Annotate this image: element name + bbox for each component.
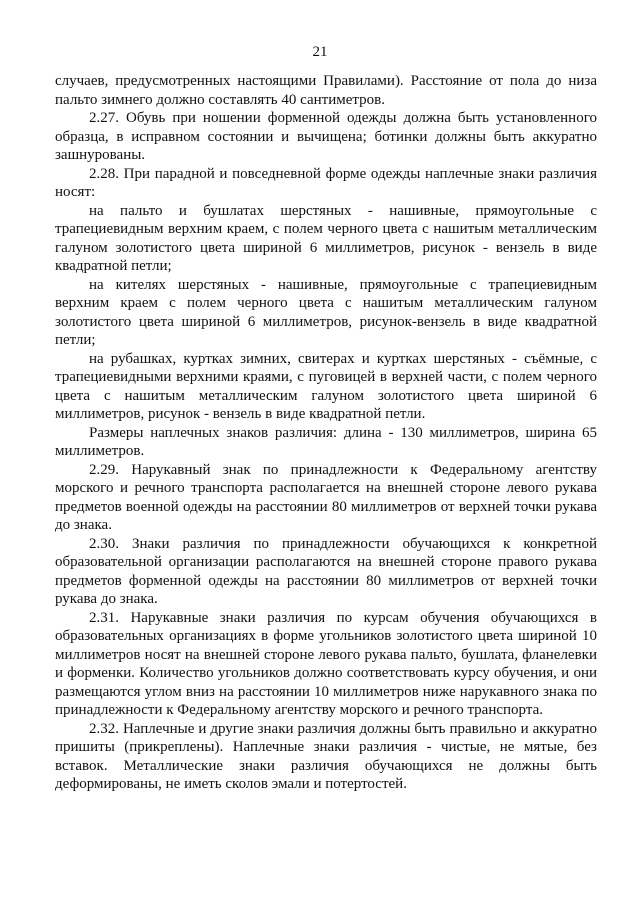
paragraph-coats: на пальто и бушлатах шерстяных - нашивные, прямоугольные с трапециевидным верхним краем, с полем черного цвета с нашитым металлическим галуном золотистого цвета шириной 6 миллиметров, рисунок - вензель в виде квадратной петли;: [55, 202, 597, 274]
paragraph-2-32: 2.32. Наплечные и другие знаки различия должны быть правильно и аккуратно пришиты (прикреплены). Наплечные знаки различия - чистые, не мятые, без вставок. Металлические знаки различия обучающихся не должны быть деформированы, не иметь сколов эмали и потертостей.: [55, 720, 597, 792]
paragraph-2-30: 2.30. Знаки различия по принадлежности обучающихся к конкретной образовательной организации располагаются на внешней стороне правого рукава предметов форменной одежды на расстоянии 80 миллиметров от верхней точки рукава до знака.: [55, 535, 597, 607]
paragraph-continuation: случаев, предусмотренных настоящими Правилами). Расстояние от пола до низа пальто зимнего должно составлять 40 сантиметров.: [55, 73, 597, 108]
paragraph-tunics: на кителях шерстяных - нашивные, прямоугольные с трапециевидным верхним краем с полем черного цвета с нашитым металлическим галуном золотистого цвета шириной 6 миллиметров, рисунок-вензель в виде квадратной петли;: [55, 276, 597, 348]
paragraph-sizes: Размеры наплечных знаков различия: длина - 130 миллиметров, ширина 65 миллиметров.: [55, 424, 597, 459]
paragraph-2-27: 2.27. Обувь при ношении форменной одежды должна быть установленного образца, в исправном состоянии и вычищена; ботинки должны быть аккуратно зашнурованы.: [55, 110, 597, 163]
page-number: 21: [312, 44, 328, 60]
paragraph-2-29: 2.29. Нарукавный знак по принадлежности к Федеральному агентству морского и речного транспорта располагается на внешней стороне левого рукава предметов военной одежды на расстоянии 80 миллиметров от верхней точки рукава до знака.: [55, 461, 597, 533]
paragraph-shirts: на рубашках, куртках зимних, свитерах и куртках шерстяных - съёмные, с трапециевидными верхними краями, с пуговицей в верхней части, с полем черного цвета с нашитым металлическим галуном золотистого цвета шириной 6 миллиметров, рисунок - вензель в виде квадратной петли.: [55, 350, 597, 422]
paragraph-2-28: 2.28. При парадной и повседневной форме одежды наплечные знаки различия носят:: [55, 165, 597, 200]
paragraph-2-31: 2.31. Нарукавные знаки различия по курсам обучения обучающихся в образовательных организациях в форме угольников золотистого цвета шириной 10 миллиметров носят на внешней стороне левого рукава пальто, бушлата, фланелевки и форменки. Количество угольников должно соответствовать курсу обучения, и они размещаются углом вниз на расстоянии 10 миллиметров ниже нарукавного знака по принадлежности к Федеральному агентству морского и речного транспорта.: [55, 609, 597, 718]
document-body: [55, 72, 597, 794]
